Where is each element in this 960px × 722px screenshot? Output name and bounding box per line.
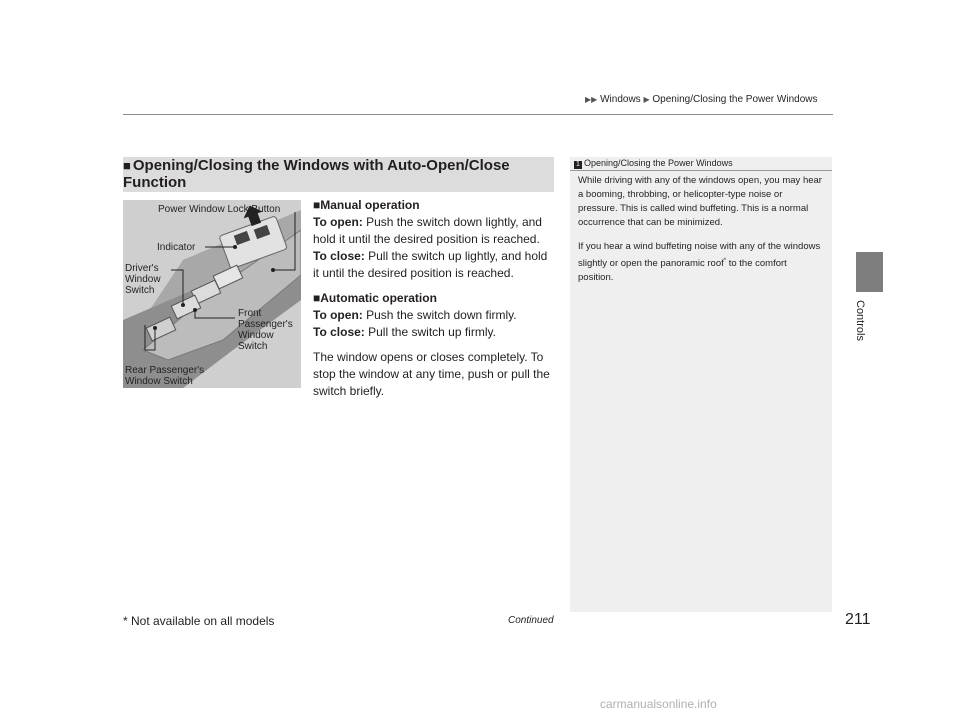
breadcrumb-arrow-icon: ▶ — [643, 95, 650, 104]
breadcrumb-windows[interactable]: Windows — [600, 94, 641, 105]
body-text — [313, 197, 555, 400]
auto-close-text: Pull the switch up firmly. — [364, 325, 496, 339]
section-heading — [123, 157, 548, 191]
label-rear-passenger-switch: Rear Passenger's Window Switch — [125, 365, 205, 387]
manual-heading-text: Manual operation — [320, 198, 420, 212]
side-note-divider — [570, 170, 832, 171]
operation-paragraph: The window opens or closes completely. To stop the window at any time, push or pull the switch briefly. — [313, 350, 550, 398]
breadcrumb — [585, 94, 817, 105]
auto-open-label: To open: — [313, 308, 363, 322]
footnote-star[interactable]: * — [723, 258, 727, 264]
section-title-text: Opening/Closing the Windows with Auto-Open/Close Function — [123, 157, 510, 191]
chapter-tab-label-wrap — [848, 300, 888, 350]
side-note-paragraph-2 — [578, 240, 824, 285]
label-lock-button: Power Window Lock Button — [158, 204, 281, 215]
label-indicator: Indicator — [157, 242, 196, 253]
manual-close-text: Pull the switch up lightly, and hold it until the desired position is reached. — [313, 249, 548, 280]
auto-open — [313, 307, 555, 324]
manual-open — [313, 214, 555, 248]
page-number: 211 — [845, 611, 871, 628]
square-icon: ■ — [313, 291, 321, 305]
label-front-passenger-switch: Front Passenger's Window Switch — [238, 308, 293, 352]
auto-close — [313, 324, 555, 341]
label-driver-switch: Driver's Window Switch — [125, 263, 161, 296]
manual-open-label: To open: — [313, 215, 363, 229]
auto-heading-text: Automatic operation — [320, 291, 437, 305]
breadcrumb-page[interactable]: Opening/Closing the Power Windows — [652, 94, 818, 105]
manual-heading — [313, 197, 555, 214]
side-note-para2-b: to the comfort position. — [578, 258, 787, 284]
watermark: carmanualsonline.info — [600, 697, 717, 711]
side-note-heading — [570, 158, 832, 169]
header-divider — [123, 114, 833, 115]
side-note-para2-a: If you hear a wind buffeting noise with any of the windows slightly or open the panoramic roof — [578, 241, 821, 270]
manual-close — [313, 248, 555, 282]
side-note-body — [578, 174, 824, 295]
auto-close-label: To close: — [313, 325, 365, 339]
breadcrumb-arrow-icon: ▶▶ — [585, 95, 598, 104]
side-note-paragraph-1: While driving with any of the windows open, you may hear a booming, throbbing, or helicopter-type noise or pressure. This is called wind buffeting. This is a normal occurrence that can be minimized. — [578, 175, 822, 228]
footnote: * Not available on all models — [123, 614, 275, 628]
manual-close-label: To close: — [313, 249, 365, 263]
manual-open-text: Push the switch down lightly, and hold it until the desired position is reached. — [313, 215, 542, 246]
continued-label: Continued — [508, 615, 554, 626]
chapter-tab — [856, 252, 883, 292]
side-note-heading-text: Opening/Closing the Power Windows — [584, 158, 733, 168]
reference-icon: 1 — [574, 161, 582, 169]
chapter-tab-label: Controls — [854, 300, 866, 341]
auto-open-text: Push the switch down firmly. — [362, 308, 517, 322]
section-square-icon: ■ — [123, 158, 131, 173]
auto-heading — [313, 290, 555, 307]
square-icon: ■ — [313, 198, 321, 212]
